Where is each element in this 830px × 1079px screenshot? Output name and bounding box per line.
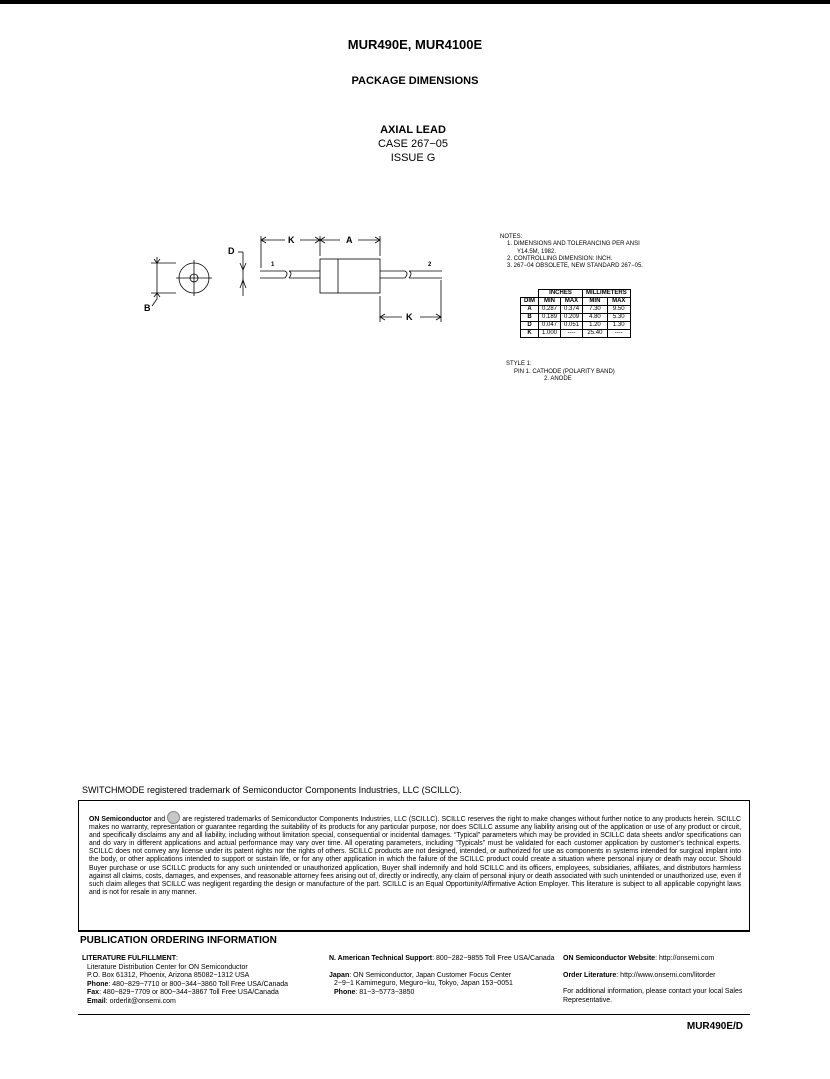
table-cell: 1.20 [583,322,608,330]
table-row [521,322,631,330]
package-drawing [140,228,460,328]
table-cell: 25.40 [583,330,608,338]
style-title: STYLE 1: [506,361,532,367]
japan-phone: : 81−3−5773−3850 [355,988,415,996]
legal-body: are registered trademarks of Semiconductor Components Industries, LLC (SCILLC). SCILLC reserves the right to make changes without further notice to any products herein. SCILLC makes no warranty, representation or guarantee regarding the suitability of its products for any particular purpose, nor does SCILLC assume any liability arising out of the application or use of any product or circuit, and specifically disclaims any and all liability, including without limitation special, consequential or incidental damages. “Typical” parameters which may be provided in SCILLC data sheets and/or specifications can and do vary in different applications and actual performance may vary over time. All operating parameters, including “Typicals” must be validated for each customer application by customer’s technical experts. SCILLC does not convey any license under its patent rights nor the rights of others. SCILLC products are not designed, intended, or authorized for use as components in systems intended for surgical implant into the body, or other applications intended to support or sustain life, or for any other application in which the failure of the SCILLC product could create a situation where personal injury or death may occur. Should Buyer purchase or use SCILLC products for any such unintended or unauthorized application, Buyer shall indemnify and hold SCILLC and its officers, employees, subsidiaries, affiliates, and distributors harmless against all claims, costs, damages, and expenses, and reasonable attorney fees arising out of, directly or indirectly, any claim of personal injury or death associated with such unintended or unauthorized use, even if such claim alleges that SCILLC was negligent regarding the design or manufacture of the part. SCILLC is an Equal Opportunity/Affirmative Action Employer. This literature is subject to all applicable copyright laws and is not for resale in any manner. [89,816,741,896]
table-cell: D [521,322,539,330]
col-header: DIM [521,298,539,306]
order-label: Order Literature [563,971,617,979]
note-item: 1. DIMENSIONS AND TOLERANCING PER ANSI [507,241,640,248]
publication-title: PUBLICATION ORDERING INFORMATION [80,935,277,946]
footer-rule [78,1014,750,1015]
lit-fax-label: Fax [87,989,100,996]
website-info [563,955,748,1005]
label-a: A [346,235,353,245]
col-header: MAX [607,298,630,306]
label-pin2: 2 [428,262,432,268]
literature-fulfillment [82,955,327,1006]
table-row [521,306,631,314]
technical-support [329,955,559,997]
lit-phone: : 480−829−7710 or 800−344−3860 Toll Free USA/Canada [108,980,289,988]
on-logo-icon [167,811,180,824]
notes [500,234,643,270]
japan-value: : ON Semiconductor, Japan Customer Focus Center [349,971,512,979]
group-header-mm: MILLIMETERS [583,290,631,298]
label-k-bottom: K [406,312,413,322]
label-k-top: K [288,235,295,245]
table-cell: 1.30 [607,322,630,330]
lit-email[interactable]: : orderlit@onsemi.com [105,997,176,1005]
legal-company: ON Semiconductor [89,816,152,823]
style-pin1: PIN 1. CATHODE (POLARITY BAND) [514,368,615,375]
label-pin1: 1 [271,262,275,268]
table-cell: 0.209 [561,314,583,322]
notes-title: NOTES: [500,234,523,240]
note-item: Y14.5M, 1982. [517,248,557,255]
japan-address: 2−9−1 Kamimeguro, Meguro−ku, Tokyo, Japan 153−0051 [334,980,513,987]
table-cell: B [521,314,539,322]
style-info [506,361,615,384]
na-support-label: N. American Technical Support [329,955,433,962]
na-support-value: : 800−282−9855 Toll Free USA/Canada [432,955,555,962]
table-cell: A [521,306,539,314]
group-header-inches: INCHES [539,290,583,298]
lit-phone-label: Phone [87,980,109,988]
table-cell: 5.30 [607,314,630,322]
col-header: MIN [583,298,608,306]
website-link[interactable]: : http://onsemi.com [655,955,715,962]
table-cell: 9.50 [607,306,630,314]
table-cell: 7.30 [583,306,608,314]
legal-text [89,811,741,897]
note-item: 2. CONTROLLING DIMENSION: INCH. [507,255,613,262]
section-divider [78,930,750,931]
table-cell: 0.287 [539,306,561,314]
section-title: PACKAGE DIMENSIONS [351,75,479,87]
diode-body [320,259,380,293]
note-item: 3. 267−04 OBSOLETE, NEW STANDARD 267−05. [507,263,643,270]
col-header: MAX [561,298,583,306]
website-label: ON Semiconductor Website [563,955,656,962]
col-header: MIN [539,298,561,306]
table-cell: 0.374 [561,306,583,314]
table-cell: 0.189 [539,314,561,322]
table-cell: 0.047 [539,322,561,330]
document-title: MUR490E, MUR4100E [347,37,483,52]
lit-email-label: Email [87,997,106,1005]
dimension-table [520,289,631,338]
style-pin2: 2. ANODE [544,376,572,382]
package-info [313,123,513,165]
package-name: AXIAL LEAD [380,124,446,136]
label-b: B [144,303,151,313]
table-cell: ---- [607,330,630,338]
table-cell: ---- [561,330,583,338]
order-link[interactable]: : http://www.onsemi.com/litorder [616,971,716,979]
lit-line1: Literature Distribution Center for ON Semiconductor [87,963,248,971]
legal-disclaimer-box [78,800,750,932]
japan-label: Japan [329,971,350,979]
lit-colon: : [175,955,178,962]
top-rule [0,0,830,4]
table-row [521,314,631,322]
lit-heading: LITERATURE FULFILLMENT [82,955,176,962]
japan-phone-label: Phone [334,988,356,996]
table-cell: 0.051 [561,322,583,330]
table-cell: 1.000 [539,330,561,338]
table-cell: K [521,330,539,338]
table-cell: 4.80 [583,314,608,322]
trademark-note: SWITCHMODE registered trademark of Semiconductor Components Industries, LLC (SCILLC). [82,785,462,795]
document-number: MUR490E/D [686,1021,743,1032]
package-case: CASE 267−05 [377,138,449,150]
table-row [521,330,631,338]
contact-text: For additional information, please contact your local Sales Representative. [563,988,743,1004]
package-issue: ISSUE G [390,152,436,164]
lit-line2: P.O. Box 61312, Phoenix, Arizona 85082−1312 USA [87,972,250,979]
legal-and: and [151,816,168,823]
label-d: D [228,246,235,256]
lit-fax: : 480−829−7709 or 800−344−3867 Toll Free USA/Canada [99,989,279,996]
